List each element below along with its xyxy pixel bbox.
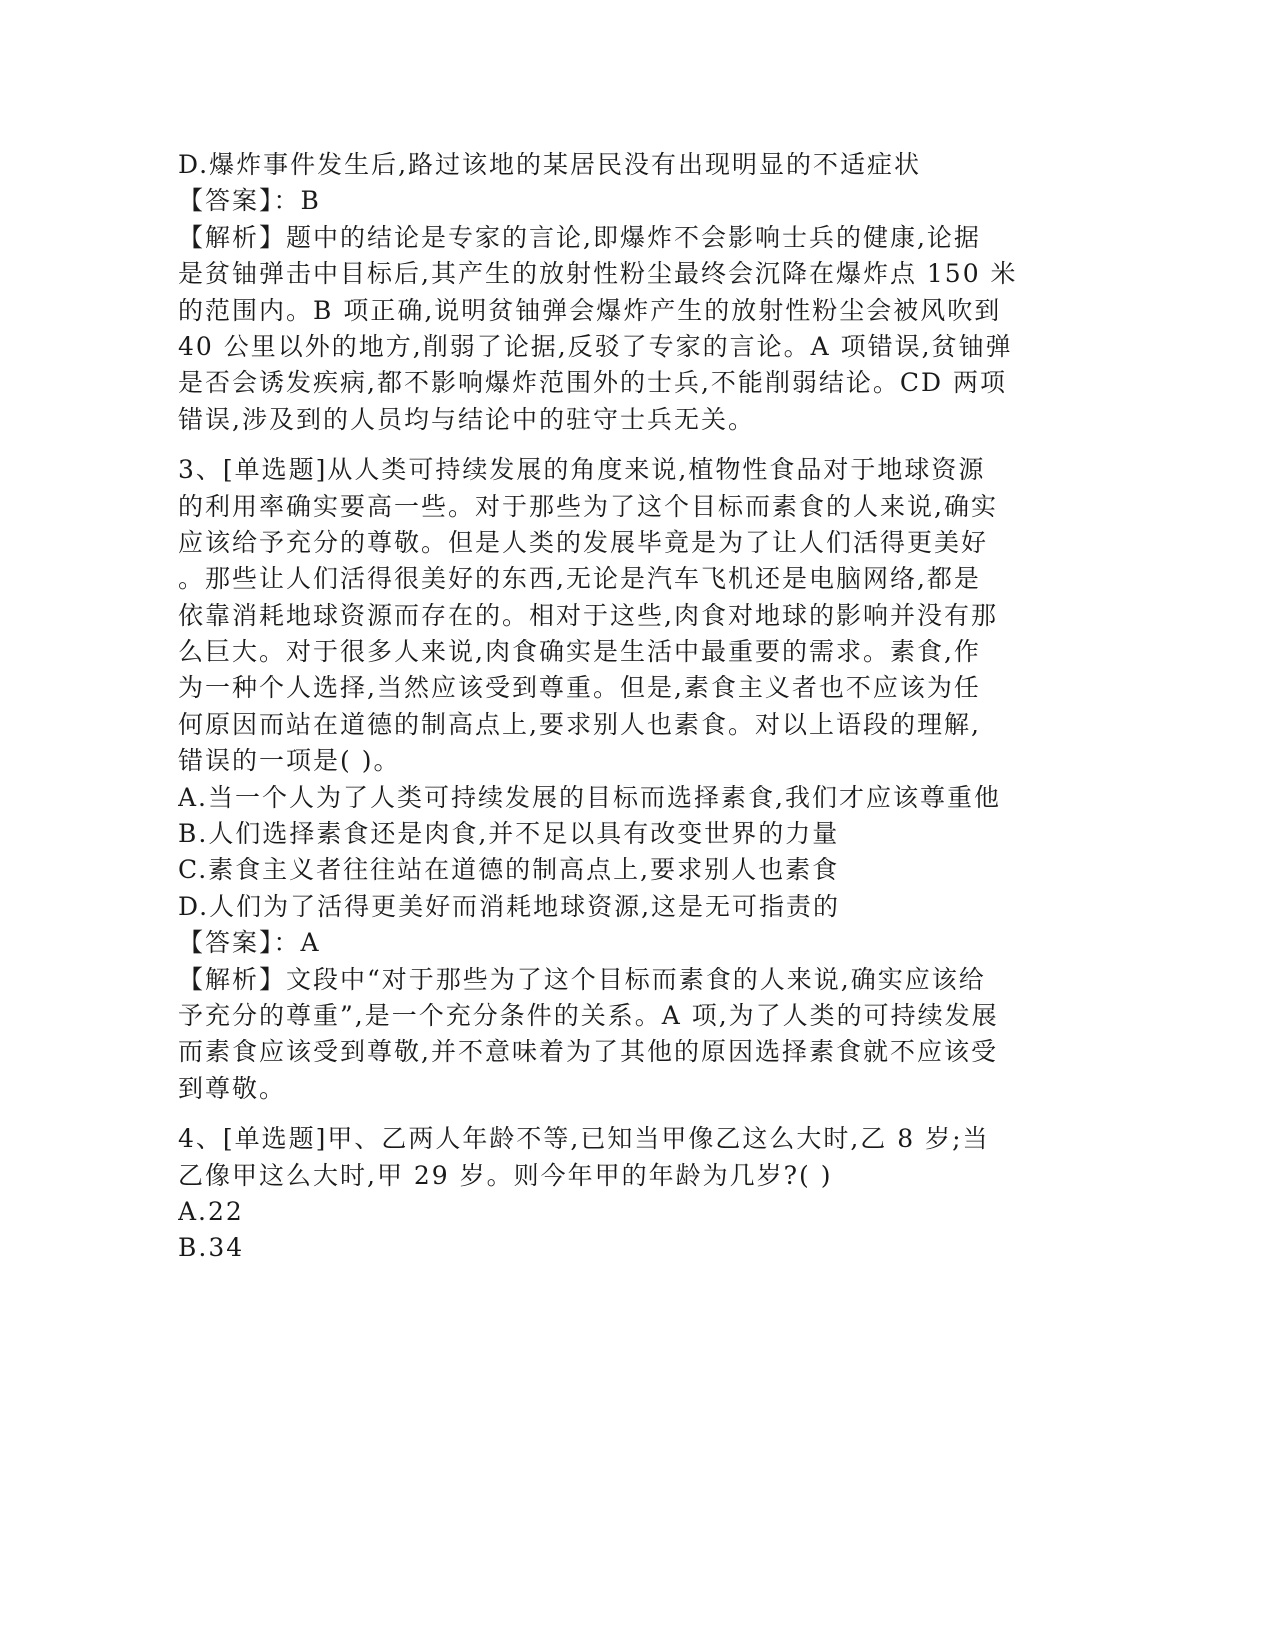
stem-line: 为一种个人选择,当然应该受到尊重。但是,素食主义者也不应该为任 (178, 673, 981, 703)
stem-line: 。那些让人们活得很美好的东西,无论是汽车飞机还是电脑网络,都是 (178, 564, 981, 594)
analysis-line: 予充分的尊重”,是一个充分条件的关系。A 项,为了人类的可持续发展 (178, 1000, 999, 1030)
analysis-line: 错误,涉及到的人员均与结论中的驻守士兵无关。 (178, 404, 755, 434)
option-list (178, 1194, 1038, 1267)
answer-line: 【答案】：B (178, 186, 321, 216)
answer-line: 【答案】：A (178, 928, 321, 958)
option-d: D.人们为了活得更美好而消耗地球资源,这是无可指责的 (178, 891, 841, 921)
analysis-block (178, 220, 1038, 438)
stem-line: 4、[单选题]甲、乙两人年龄不等,已知当甲像乙这么大时,乙 8 岁;当 (178, 1124, 990, 1154)
question-2-continuation (178, 147, 1038, 438)
stem-line: 的利用率确实要高一些。对于那些为了这个目标而素食的人来说,确实 (178, 491, 998, 521)
option-c: C.素食主义者往往站在道德的制高点上,要求别人也素食 (178, 855, 840, 885)
question-3 (178, 452, 1038, 1107)
option-b: B.34 (178, 1233, 245, 1263)
option-a: A.22 (178, 1196, 244, 1226)
block-spacer (178, 1107, 1038, 1121)
stem-line: 应该给予充分的尊敬。但是人类的发展毕竟是为了让人们活得更美好 (178, 527, 989, 557)
option-d: D.爆炸事件发生后,路过该地的某居民没有出现明显的不适症状 (178, 150, 922, 179)
stem-line: 错误的一项是( )。 (178, 746, 401, 776)
stem-line: 依靠消耗地球资源而存在的。相对于这些,肉食对地球的影响并没有那 (178, 600, 998, 630)
analysis-line: 到尊敬。 (178, 1073, 287, 1103)
stem-line: 乙像甲这么大时,甲 29 岁。则今年甲的年龄为几岁?( ) (178, 1160, 833, 1190)
analysis-block (178, 962, 1038, 1108)
stem-line: 何原因而站在道德的制高点上,要求别人也素食。对以上语段的理解, (178, 709, 981, 739)
stem-line: 么巨大。对于很多人来说,肉食确实是生活中最重要的需求。素食,作 (178, 637, 981, 667)
analysis-line: 而素食应该受到尊敬,并不意味着为了其他的原因选择素食就不应该受 (178, 1037, 998, 1067)
analysis-line: 的范围内。B 项正确,说明贫铀弹会爆炸产生的放射性粉尘会被风吹到 (178, 295, 1002, 325)
analysis-line: 【解析】文段中“对于那些为了这个目标而素食的人来说,确实应该给 (178, 964, 986, 994)
option-b: B.人们选择素食还是肉食,并不足以具有改变世界的力量 (178, 819, 840, 849)
page-content (178, 147, 1038, 1267)
analysis-line: 是否会诱发疾病,都不影响爆炸范围外的士兵,不能削弱结论。CD 两项 (178, 368, 1008, 398)
option-a: A.当一个人为了人类可持续发展的目标而选择素食,我们才应该尊重他 (178, 782, 1001, 812)
analysis-line: 【解析】题中的结论是专家的言论,即爆炸不会影响士兵的健康,论据 (178, 222, 981, 252)
question-stem (178, 1121, 1038, 1194)
question-stem (178, 452, 1038, 780)
question-4 (178, 1121, 1038, 1267)
analysis-line: 是贫铀弹击中目标后,其产生的放射性粉尘最终会沉降在爆炸点 150 米 (178, 259, 1018, 289)
option-list (178, 780, 1038, 926)
stem-line: 3、[单选题]从人类可持续发展的角度来说,植物性食品对于地球资源 (178, 455, 986, 485)
block-spacer (178, 438, 1038, 452)
analysis-line: 40 公里以外的地方,削弱了论据,反驳了专家的言论。A 项错误,贫铀弹 (178, 331, 1013, 361)
